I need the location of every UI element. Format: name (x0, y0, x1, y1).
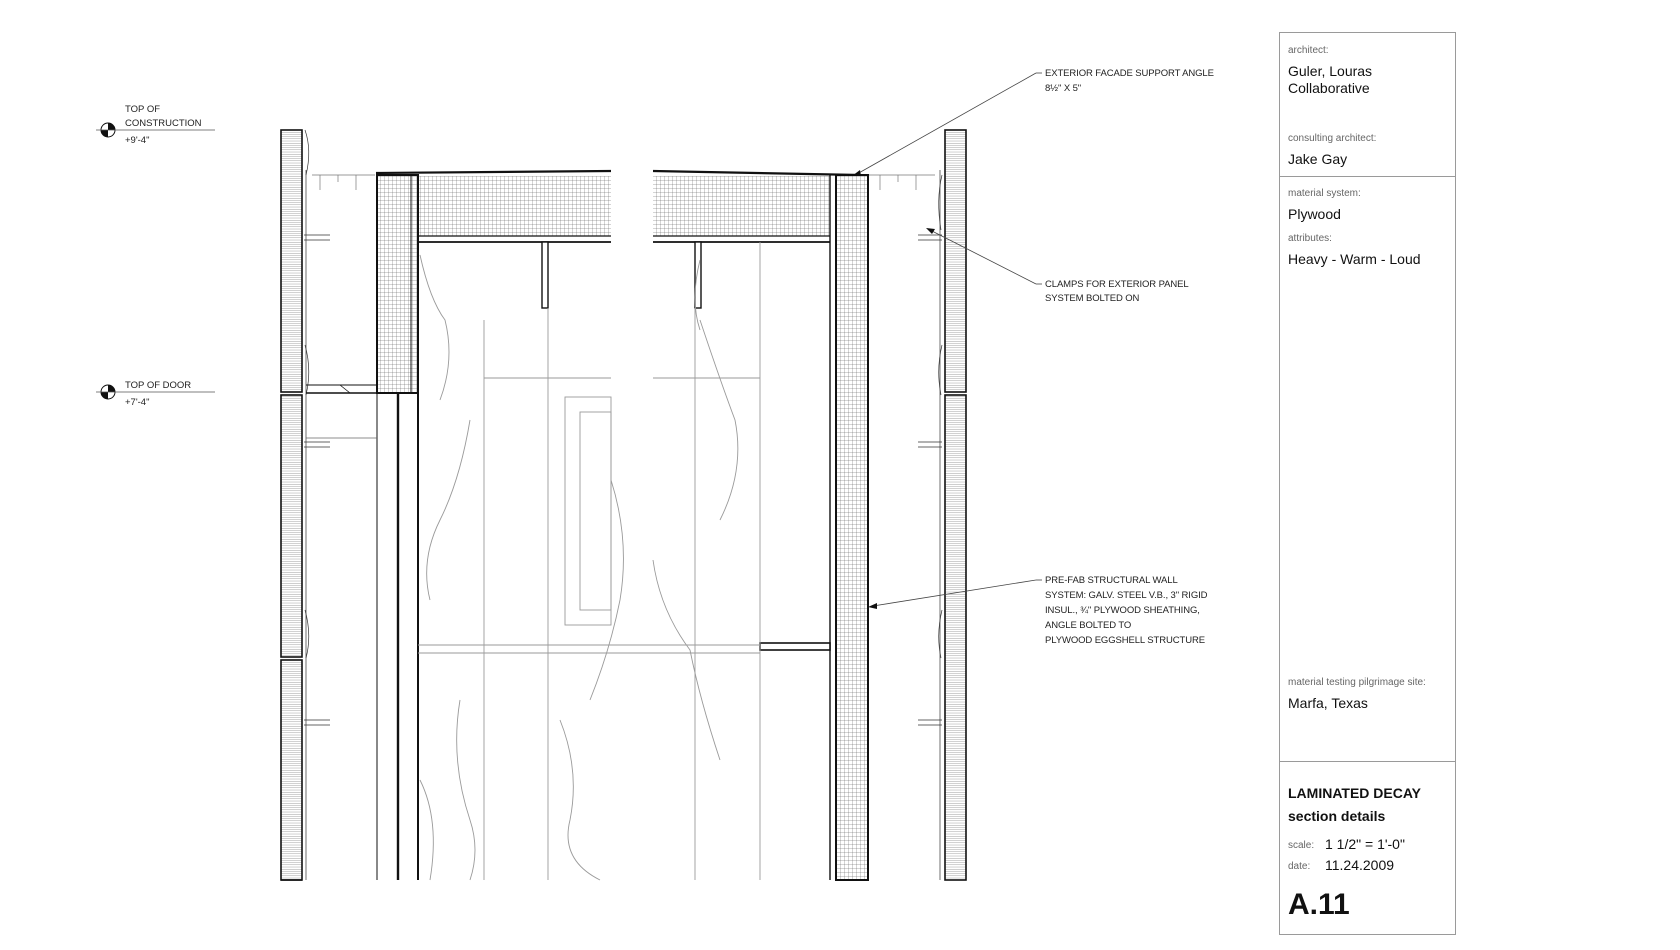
material-system-label: material system: (1288, 188, 1361, 199)
site-value: Marfa, Texas (1288, 695, 1368, 711)
architect-name: Guler, Louras Collaborative (1288, 63, 1373, 96)
note-line: ANGLE BOLTED TO (1045, 620, 1132, 631)
note-line: SYSTEM BOLTED ON (1045, 293, 1140, 304)
note-line: PRE-FAB STRUCTURAL WALL (1045, 575, 1178, 586)
project-title: LAMINATED DECAY (1288, 785, 1422, 801)
attributes-label: attributes: (1288, 233, 1332, 244)
level-name-2: CONSTRUCTION (125, 118, 202, 129)
note-line: INSUL., ¾" PLYWOOD SHEATHING, (1045, 605, 1200, 616)
right-exterior-panel (945, 130, 966, 880)
right-panel-clamps (918, 170, 942, 880)
level-elevation: +7'-4" (125, 397, 150, 408)
scale-label: scale: (1288, 840, 1315, 851)
level-marker-top-of-door (96, 380, 215, 408)
consulting-architect-label: consulting architect: (1288, 133, 1377, 144)
note-facade-support-angle (852, 68, 1214, 176)
sheet-number: A.11 (1288, 888, 1350, 921)
plywood-eggshell-interior (418, 242, 760, 880)
level-name: TOP OF (125, 104, 161, 115)
tb-architect-section (1280, 33, 1455, 177)
architect-label: architect: (1288, 45, 1329, 56)
note-line: 8½" X 5" (1045, 83, 1082, 94)
left-exterior-panel (281, 130, 302, 880)
scale-value: 1 1/2" = 1'-0" (1325, 836, 1405, 852)
material-system-value: Plywood (1288, 206, 1341, 222)
sheet-title: section details (1288, 808, 1386, 824)
right-structural-wall (760, 175, 868, 880)
left-panel-clamps (304, 130, 330, 880)
note-line: PLYWOOD EGGSHELL STRUCTURE (1045, 635, 1205, 646)
note-line: SYSTEM: GALV. STEEL V.B., 3" RIGID (1045, 590, 1208, 601)
note-wall-system (868, 575, 1208, 646)
attributes-value: Heavy - Warm - Loud (1288, 251, 1421, 267)
note-line: EXTERIOR FACADE SUPPORT ANGLE (1045, 68, 1214, 79)
level-marker-top-of-construction (96, 104, 215, 146)
site-label: material testing pilgrimage site: (1288, 677, 1426, 688)
left-structural-wall (306, 175, 418, 880)
title-block (1279, 32, 1456, 935)
level-name: TOP OF DOOR (125, 380, 192, 391)
date-label: date: (1288, 861, 1311, 872)
date-value: 11.24.2009 (1325, 857, 1395, 873)
tb-material-section (1280, 176, 1455, 762)
consulting-architect-name: Jake Gay (1288, 151, 1348, 167)
note-line: CLAMPS FOR EXTERIOR PANEL (1045, 279, 1189, 290)
level-elevation: +9'-4" (125, 135, 150, 146)
